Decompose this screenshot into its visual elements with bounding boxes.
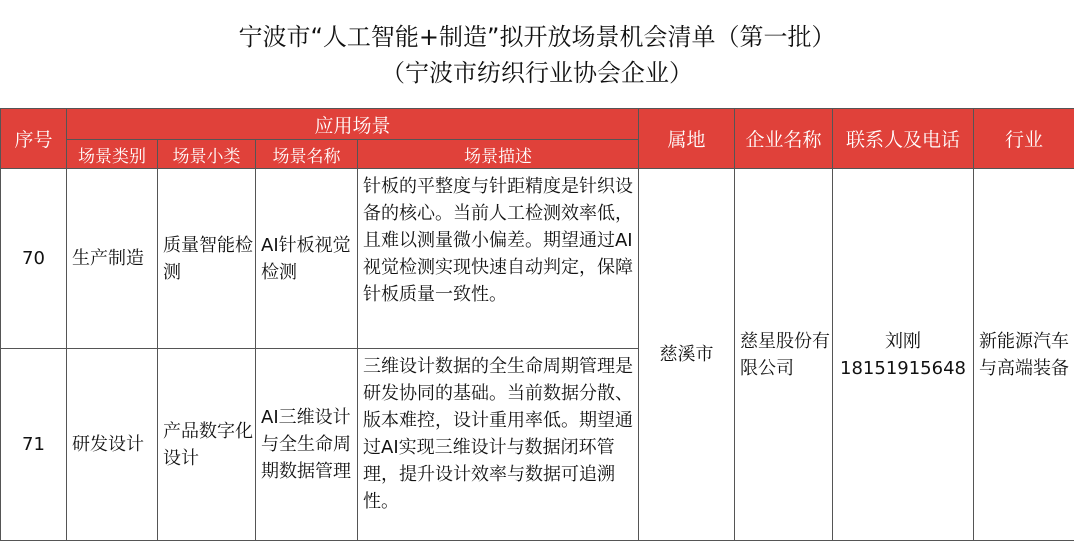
- header-contact: 联系人及电话: [833, 109, 974, 169]
- row-scene-desc: 三维设计数据的全生命周期管理是研发协同的基础。当前数据分散、版本难控，设计重用率低。期望通过AI实现三维设计与数据闭环管理，提升设计效率与数据可追溯性。: [358, 349, 639, 541]
- cell-industry: 新能源汽车与高端装备: [974, 169, 1074, 541]
- row-scene-type: 研发设计: [67, 349, 158, 541]
- header-seq: 序号: [1, 109, 67, 169]
- header-industry: 行业: [974, 109, 1074, 169]
- header-app-scene: 应用场景: [67, 109, 639, 140]
- row-scene-sub: 产品数字化设计: [158, 349, 256, 541]
- row-scene-sub: 质量智能检测: [158, 169, 256, 349]
- row-scene-name: AI针板视觉检测: [256, 169, 358, 349]
- page-subtitle: （宁波市纺织行业协会企业）: [0, 53, 1074, 88]
- header-location: 属地: [639, 109, 735, 169]
- row-scene-type: 生产制造: [67, 169, 158, 349]
- row-seq: 71: [1, 349, 67, 541]
- title-block: [0, 0, 1074, 108]
- header-scene-type: 场景类别: [67, 140, 158, 169]
- cell-company: 慈星股份有限公司: [735, 169, 833, 541]
- row-scene-desc: 针板的平整度与针距精度是针织设备的核心。当前人工检测效率低，且难以测量微小偏差。期望通过AI视觉检测实现快速自动判定，保障针板质量一致性。: [358, 169, 639, 349]
- header-row-1: [1, 109, 1074, 140]
- cell-contact: [833, 169, 974, 541]
- contact-name: 刘刚: [833, 328, 973, 355]
- scene-table: [0, 108, 1074, 541]
- header-scene-desc: 场景描述: [358, 140, 639, 169]
- header-company: 企业名称: [735, 109, 833, 169]
- contact-phone: 18151915648: [833, 355, 973, 382]
- row-scene-name: AI三维设计与全生命周期数据管理: [256, 349, 358, 541]
- row-seq: 70: [1, 169, 67, 349]
- header-scene-name: 场景名称: [256, 140, 358, 169]
- page-title: 宁波市“人工智能+制造”拟开放场景机会清单（第一批）: [0, 17, 1074, 52]
- cell-location: 慈溪市: [639, 169, 735, 541]
- table-row: [1, 169, 1074, 349]
- header-scene-sub: 场景小类: [158, 140, 256, 169]
